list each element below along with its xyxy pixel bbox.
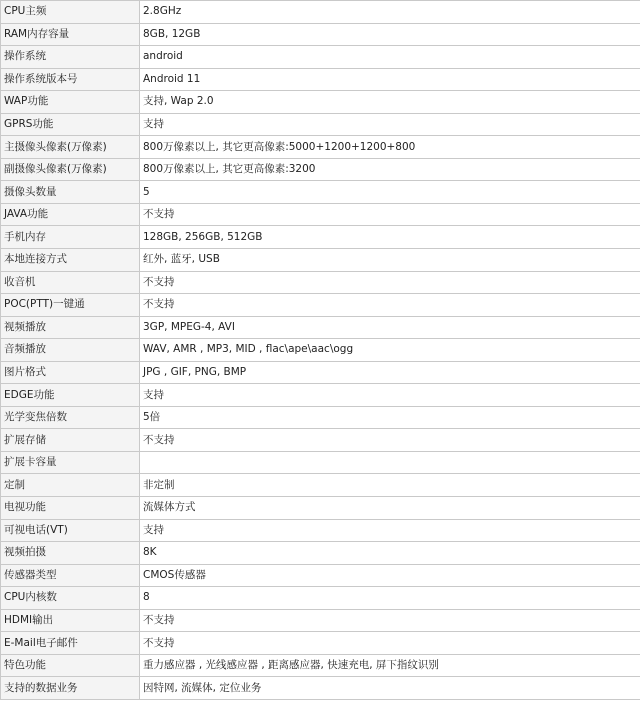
spec-label: JAVA功能 [1, 203, 140, 226]
spec-label: 电视功能 [1, 497, 140, 520]
spec-value: 800万像素以上, 其它更高像素:3200 [140, 158, 640, 181]
table-row [1, 203, 640, 226]
spec-value: 800万像素以上, 其它更高像素:5000+1200+1200+800 [140, 136, 640, 159]
spec-value: 8GB, 12GB [140, 23, 640, 46]
spec-value: CMOS传感器 [140, 564, 640, 587]
spec-label: RAM内存容量 [1, 23, 140, 46]
table-row [1, 587, 640, 610]
table-row [1, 271, 640, 294]
spec-table-body [1, 1, 640, 700]
table-row [1, 68, 640, 91]
spec-label: 主摄像头像素(万像素) [1, 136, 140, 159]
table-row [1, 632, 640, 655]
spec-value: 支持 [140, 113, 640, 136]
spec-value: 支持 [140, 519, 640, 542]
table-row [1, 136, 640, 159]
spec-value: Android 11 [140, 68, 640, 91]
spec-label: 音频播放 [1, 339, 140, 362]
spec-value: 不支持 [140, 609, 640, 632]
table-row [1, 564, 640, 587]
spec-value: 因特网, 流媒体, 定位业务 [140, 677, 640, 700]
table-row [1, 677, 640, 700]
table-row [1, 497, 640, 520]
spec-label: 传感器类型 [1, 564, 140, 587]
spec-label: EDGE功能 [1, 384, 140, 407]
spec-label: 摄像头数量 [1, 181, 140, 204]
spec-label: CPU内核数 [1, 587, 140, 610]
table-row [1, 158, 640, 181]
table-row [1, 361, 640, 384]
table-row [1, 451, 640, 474]
table-row [1, 1, 640, 24]
spec-label: HDMI输出 [1, 609, 140, 632]
table-row [1, 654, 640, 677]
table-row [1, 226, 640, 249]
spec-value: 不支持 [140, 271, 640, 294]
table-row [1, 474, 640, 497]
spec-label: 可视电话(VT) [1, 519, 140, 542]
spec-label: 操作系统 [1, 46, 140, 69]
spec-value: 8 [140, 587, 640, 610]
spec-label: WAP功能 [1, 91, 140, 114]
table-row [1, 384, 640, 407]
spec-label: 定制 [1, 474, 140, 497]
spec-value: 5倍 [140, 406, 640, 429]
table-row [1, 609, 640, 632]
spec-label: 光学变焦倍数 [1, 406, 140, 429]
spec-value: 不支持 [140, 203, 640, 226]
table-row [1, 294, 640, 317]
spec-label: 支持的数据业务 [1, 677, 140, 700]
spec-label: 收音机 [1, 271, 140, 294]
spec-label: POC(PTT)一键通 [1, 294, 140, 317]
spec-value: 3GP, MPEG-4, AVI [140, 316, 640, 339]
spec-label: 视频拍摄 [1, 542, 140, 565]
table-row [1, 519, 640, 542]
table-row [1, 181, 640, 204]
spec-value: 红外, 蓝牙, USB [140, 249, 640, 272]
spec-value: 不支持 [140, 294, 640, 317]
spec-label: 本地连接方式 [1, 249, 140, 272]
table-row [1, 249, 640, 272]
spec-label: 扩展卡容量 [1, 451, 140, 474]
spec-label: E-Mail电子邮件 [1, 632, 140, 655]
spec-value: 支持, Wap 2.0 [140, 91, 640, 114]
spec-label: 图片格式 [1, 361, 140, 384]
spec-label: 手机内存 [1, 226, 140, 249]
spec-value [140, 451, 640, 474]
spec-value: 5 [140, 181, 640, 204]
table-row [1, 23, 640, 46]
table-row [1, 316, 640, 339]
table-row [1, 339, 640, 362]
spec-value: 2.8GHz [140, 1, 640, 24]
spec-label: 特色功能 [1, 654, 140, 677]
table-row [1, 113, 640, 136]
spec-label: 操作系统版本号 [1, 68, 140, 91]
spec-label: 副摄像头像素(万像素) [1, 158, 140, 181]
spec-value: WAV, AMR , MP3, MID , flac\ape\aac\ogg [140, 339, 640, 362]
spec-value: 不支持 [140, 632, 640, 655]
spec-value: JPG , GIF, PNG, BMP [140, 361, 640, 384]
spec-value: android [140, 46, 640, 69]
table-row [1, 46, 640, 69]
spec-label: CPU主频 [1, 1, 140, 24]
spec-label: 视频播放 [1, 316, 140, 339]
table-row [1, 429, 640, 452]
spec-label: GPRS功能 [1, 113, 140, 136]
table-row [1, 406, 640, 429]
spec-value: 不支持 [140, 429, 640, 452]
spec-value: 8K [140, 542, 640, 565]
spec-value: 流媒体方式 [140, 497, 640, 520]
spec-value: 支持 [140, 384, 640, 407]
spec-label: 扩展存储 [1, 429, 140, 452]
spec-value: 重力感应器 , 光线感应器 , 距离感应器, 快速充电, 屏下指纹识别 [140, 654, 640, 677]
spec-value: 128GB, 256GB, 512GB [140, 226, 640, 249]
table-row [1, 542, 640, 565]
table-row [1, 91, 640, 114]
spec-value: 非定制 [140, 474, 640, 497]
